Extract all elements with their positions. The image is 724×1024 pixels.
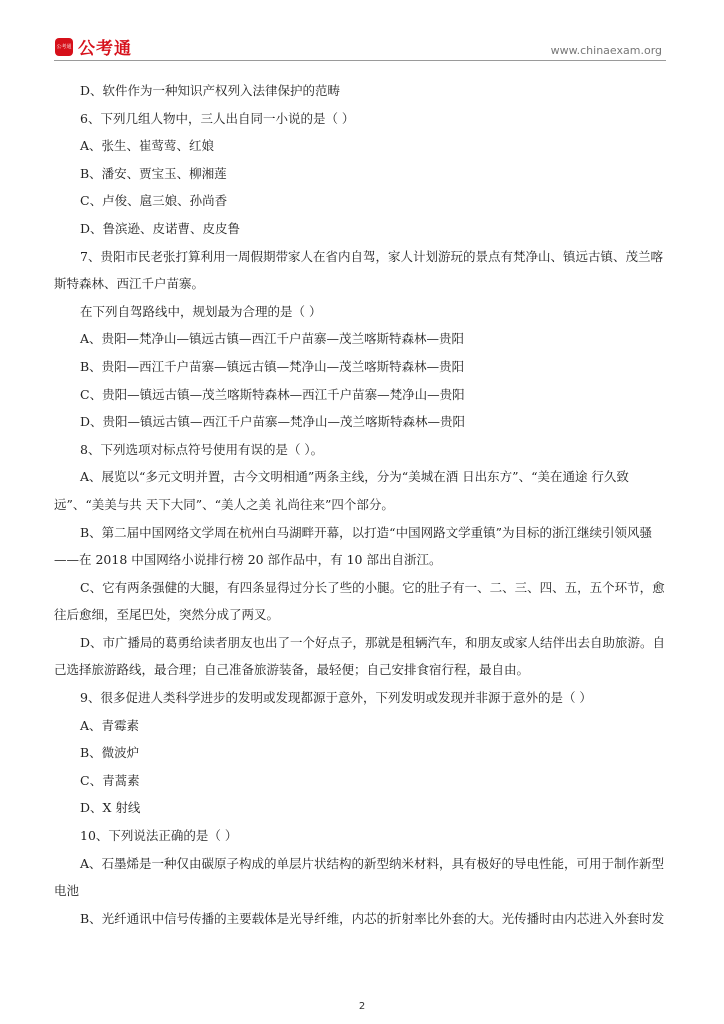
site-url: www.chinaexam.org: [550, 44, 662, 57]
text-line: B、潘安、贾宝玉、柳湘莲: [80, 165, 227, 181]
text-line: 7、贵阳市民老张打算利用一周假期带家人在省内自驾，家人计划游玩的景点有梵净山、镇远古镇、茂兰喀: [80, 248, 663, 264]
text-line: A、石墨烯是一种仅由碳原子构成的单层片状结构的新型纳米材料，具有极好的导电性能，可用于制作新型: [80, 855, 665, 871]
text-line: B、微波炉: [80, 745, 140, 761]
text-line: 6、下列几组人物中，三人出自同一小说的是（ ）: [80, 110, 355, 126]
page-number: 2: [358, 1001, 366, 1012]
page-header: [0, 0, 724, 64]
logo-badge-icon: 公考通: [55, 38, 73, 56]
text-line: C、它有两条强健的大腿，有四条显得过分长了些的小腿。它的肚子有一、二、三、四、五，五个环节，愈: [80, 579, 665, 595]
text-line: ——在 2018 中国网络小说排行榜 20 部作品中，有 10 部出自浙江。: [54, 552, 442, 568]
text-line: A、贵阳—梵净山—镇远古镇—西江千户苗寨—茂兰喀斯特森林—贵阳: [80, 331, 465, 347]
text-line: C、青蒿素: [80, 772, 140, 788]
text-line: D、鲁滨逊、皮诺曹、皮皮鲁: [80, 220, 241, 236]
logo-text: 公考通: [78, 39, 132, 59]
text-line: 往后愈细，至尾巴处，突然分成了两叉。: [54, 607, 280, 623]
text-line: 10、下列说法正确的是（ ）: [80, 828, 238, 844]
text-line: 8、下列选项对标点符号使用有误的是（ ）。: [80, 441, 324, 457]
text-line: 9、很多促进人类科学进步的发明或发现都源于意外，下列发明或发现并非源于意外的是（ ）: [80, 690, 592, 706]
text-line: B、第二届中国网络文学周在杭州白马湖畔开幕，以打造“中国网路文学重镇”为目标的浙江继续引领风骚: [80, 524, 652, 540]
text-line: 斯特森林、西江千户苗寨。: [54, 276, 205, 292]
text-line: 己选择旅游路线，最合理；自己准备旅游装备，最轻便；自己安排食宿行程，最自由。: [54, 662, 530, 678]
text-line: A、青霉素: [80, 717, 140, 733]
text-line: D、市广播局的葛勇给读者朋友也出了一个好点子，那就是租辆汽车，和朋友或家人结伴出去自助旅游。自: [80, 634, 666, 650]
text-line: C、贵阳—镇远古镇—茂兰喀斯特森林—西江千户苗寨—梵净山—贵阳: [80, 386, 465, 402]
text-line: A、张生、崔莺莺、红娘: [80, 138, 215, 154]
text-line: B、贵阳—西江千户苗寨—镇远古镇—梵净山—茂兰喀斯特森林—贵阳: [80, 358, 465, 374]
text-line: 在下列自驾路线中，规划最为合理的是（ ）: [80, 303, 322, 319]
header-divider: [54, 60, 666, 61]
text-line: C、卢俊、扈三娘、孙尚香: [80, 193, 228, 209]
text-line: B、光纤通讯中信号传播的主要载体是光导纤维，内芯的折射率比外套的大。光传播时由内芯进入外套时发: [80, 910, 665, 926]
text-line: D、X 射线: [80, 800, 141, 816]
document-body: [54, 77, 669, 932]
logo: [55, 34, 132, 59]
text-line: 远”、“美美与共 天下大同”、“美人之美 礼尚往来”四个部分。: [54, 496, 394, 512]
text-line: D、贵阳—镇远古镇—西江千户苗寨—梵净山—茂兰喀斯特森林—贵阳: [80, 414, 466, 430]
text-line: 电池: [54, 883, 80, 899]
text-line: D、软件作为一种知识产权列入法律保护的范畴: [80, 83, 341, 98]
text-line: A、展览以“多元文明并置，古今文明相通”两条主线，分为“美城在酒 日出东方”、“美在通途 行久致: [80, 469, 629, 485]
